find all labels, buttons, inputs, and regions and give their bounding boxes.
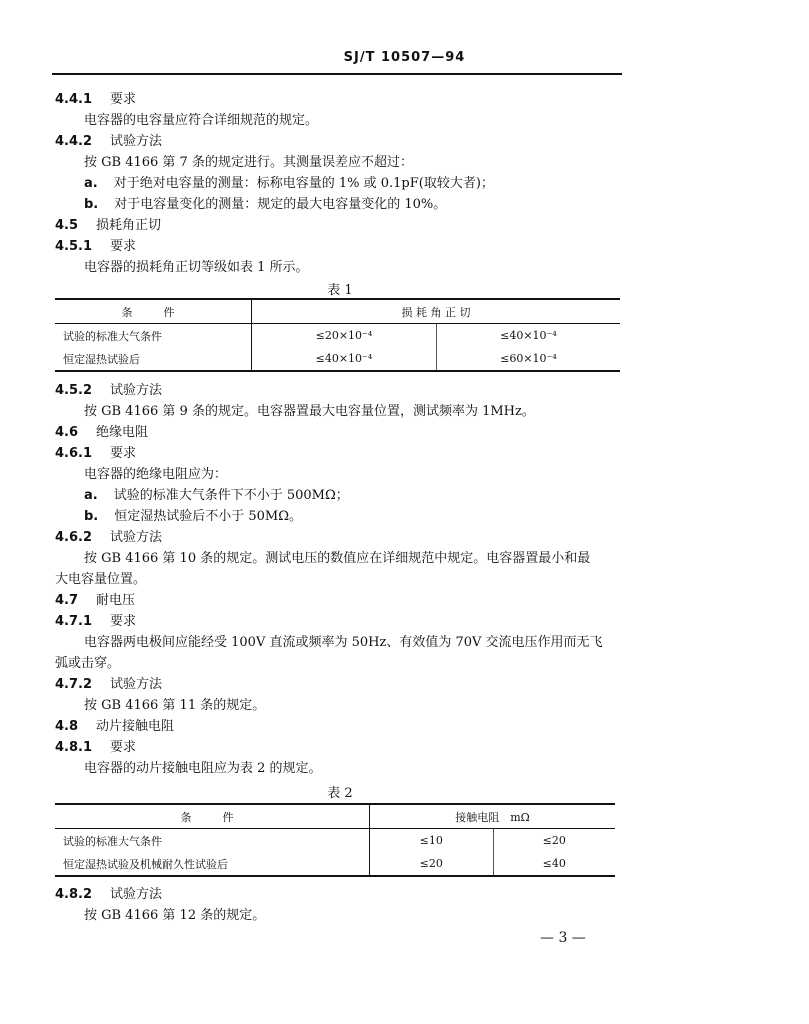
table1-caption: 表 1 (327, 283, 353, 298)
section-4-6-1 (55, 445, 136, 463)
cell-condition: 试验的标准大气条件 (55, 829, 370, 853)
section-number: 4.7.2 (55, 677, 93, 692)
paragraph: 按 GB 4166 第 12 条的规定。 (84, 908, 266, 923)
section-number: 4.7.1 (55, 614, 93, 629)
list-text: 对于绝对电容量的测量：标称电容量的 1% 或 0.1pF(取较大者)； (113, 176, 494, 191)
list-item-a (84, 175, 494, 193)
section-4-6-2 (55, 529, 162, 547)
list-item-b (84, 196, 446, 214)
section-4-7-1 (55, 613, 136, 631)
cell-condition: 恒定湿热试验及机械耐久性试验后 (55, 852, 370, 876)
section-number: 4.8.2 (55, 887, 93, 902)
section-title: 要求 (110, 446, 137, 461)
list-text: 对于电容量变化的测量：规定的最大电容量变化的 10%。 (114, 197, 447, 212)
cell-value: ≤10 (370, 829, 494, 853)
list-text: 试验的标准大气条件下不小于 500MΩ； (113, 488, 349, 503)
section-4-7 (55, 592, 135, 610)
list-item-b (84, 508, 302, 526)
section-number: 4.5 (55, 218, 79, 233)
table-row (55, 324, 620, 348)
header-condition: 条 件 (55, 804, 370, 829)
section-4-5-2 (55, 382, 162, 400)
paragraph: 按 GB 4166 第 10 条的规定。测试电压的数值应在详细规范中规定。电容器置最小和最 (84, 551, 591, 566)
section-number: 4.8.1 (55, 740, 93, 755)
section-number: 4.5.1 (55, 239, 93, 254)
table-row (55, 829, 615, 853)
section-title: 耐电压 (96, 593, 136, 608)
header-contact-resistance: 接触电阻 mΩ (370, 804, 616, 829)
section-title: 要求 (110, 614, 137, 629)
section-number: 4.4.1 (55, 92, 93, 107)
paragraph: 电容器的损耗角正切等级如表 1 所示。 (84, 260, 309, 275)
section-title: 绝缘电阻 (96, 425, 149, 440)
section-number: 4.6.1 (55, 446, 93, 461)
table-row (55, 852, 615, 876)
list-label: a. (84, 488, 98, 503)
paragraph: 电容器的绝缘电阻应为： (84, 467, 228, 482)
cell-value: ≤20 (370, 852, 494, 876)
cell-condition: 试验的标准大气条件 (55, 324, 252, 348)
cell-value: ≤20 (542, 834, 566, 847)
page-number: — 3 — (540, 930, 586, 946)
section-4-8-2 (55, 886, 162, 904)
paragraph: 按 GB 4166 第 7 条的规定进行。其测量误差应不超过： (84, 155, 413, 170)
cell-value: ≤40×10⁻⁴ (252, 347, 437, 371)
list-label: a. (84, 176, 98, 191)
paragraph-continuation: 大电容量位置。 (55, 572, 147, 587)
section-title: 试验方法 (110, 383, 163, 398)
cell-value: ≤40×10⁻⁴ (500, 329, 557, 342)
cell-value: ≤60×10⁻⁴ (500, 352, 557, 365)
section-title: 要求 (110, 239, 137, 254)
section-number: 4.4.2 (55, 134, 93, 149)
paragraph: 按 GB 4166 第 9 条的规定。电容器置最大电容量位置，测试频率为 1MHz。 (84, 404, 535, 419)
section-title: 损耗角正切 (96, 218, 162, 233)
section-title: 试验方法 (110, 677, 163, 692)
table-header-row (55, 804, 615, 829)
paragraph: 电容器的电容量应符合详细规范的规定。 (84, 113, 319, 128)
section-number: 4.5.2 (55, 383, 93, 398)
section-4-7-2 (55, 676, 162, 694)
section-number: 4.7 (55, 593, 79, 608)
list-label: b. (84, 197, 99, 212)
table-2 (55, 803, 615, 877)
cell-condition: 恒定湿热试验后 (55, 347, 252, 371)
header-loss-tangent: 损 耗 角 正 切 (252, 299, 621, 324)
running-header: SJ/T 10507—94 (343, 50, 466, 65)
section-number: 4.6 (55, 425, 79, 440)
section-4-5-1 (55, 238, 136, 256)
section-title: 试验方法 (110, 134, 163, 149)
section-4-8-1 (55, 739, 136, 757)
list-item-a (84, 487, 349, 505)
paragraph: 电容器的动片接触电阻应为表 2 的规定。 (84, 761, 322, 776)
section-4-6 (55, 424, 148, 442)
section-4-8 (55, 718, 174, 736)
section-title: 动片接触电阻 (96, 719, 175, 734)
section-title: 试验方法 (110, 530, 163, 545)
section-4-4-2 (55, 133, 162, 151)
section-number: 4.8 (55, 719, 79, 734)
cell-value: ≤20×10⁻⁴ (252, 324, 437, 348)
section-title: 要求 (110, 740, 137, 755)
list-label: b. (84, 509, 99, 524)
section-4-5 (55, 217, 161, 235)
section-title: 要求 (110, 92, 137, 107)
table-1 (55, 298, 620, 372)
table2-caption: 表 2 (327, 786, 353, 801)
section-title: 试验方法 (110, 887, 163, 902)
cell-value: ≤40 (542, 857, 566, 870)
table-row (55, 347, 620, 371)
header-condition: 条 件 (55, 299, 252, 324)
list-text: 恒定湿热试验后不小于 50MΩ。 (114, 509, 303, 524)
section-number: 4.6.2 (55, 530, 93, 545)
paragraph: 电容器两电极间应能经受 100V 直流或频率为 50Hz、有效值为 70V 交流电压作用而无飞 (84, 635, 603, 650)
paragraph: 按 GB 4166 第 11 条的规定。 (84, 698, 266, 713)
table-header-row (55, 299, 620, 324)
section-4-4-1 (55, 91, 136, 109)
paragraph-continuation: 弧或击穿。 (55, 656, 121, 671)
header-rule (52, 73, 622, 75)
